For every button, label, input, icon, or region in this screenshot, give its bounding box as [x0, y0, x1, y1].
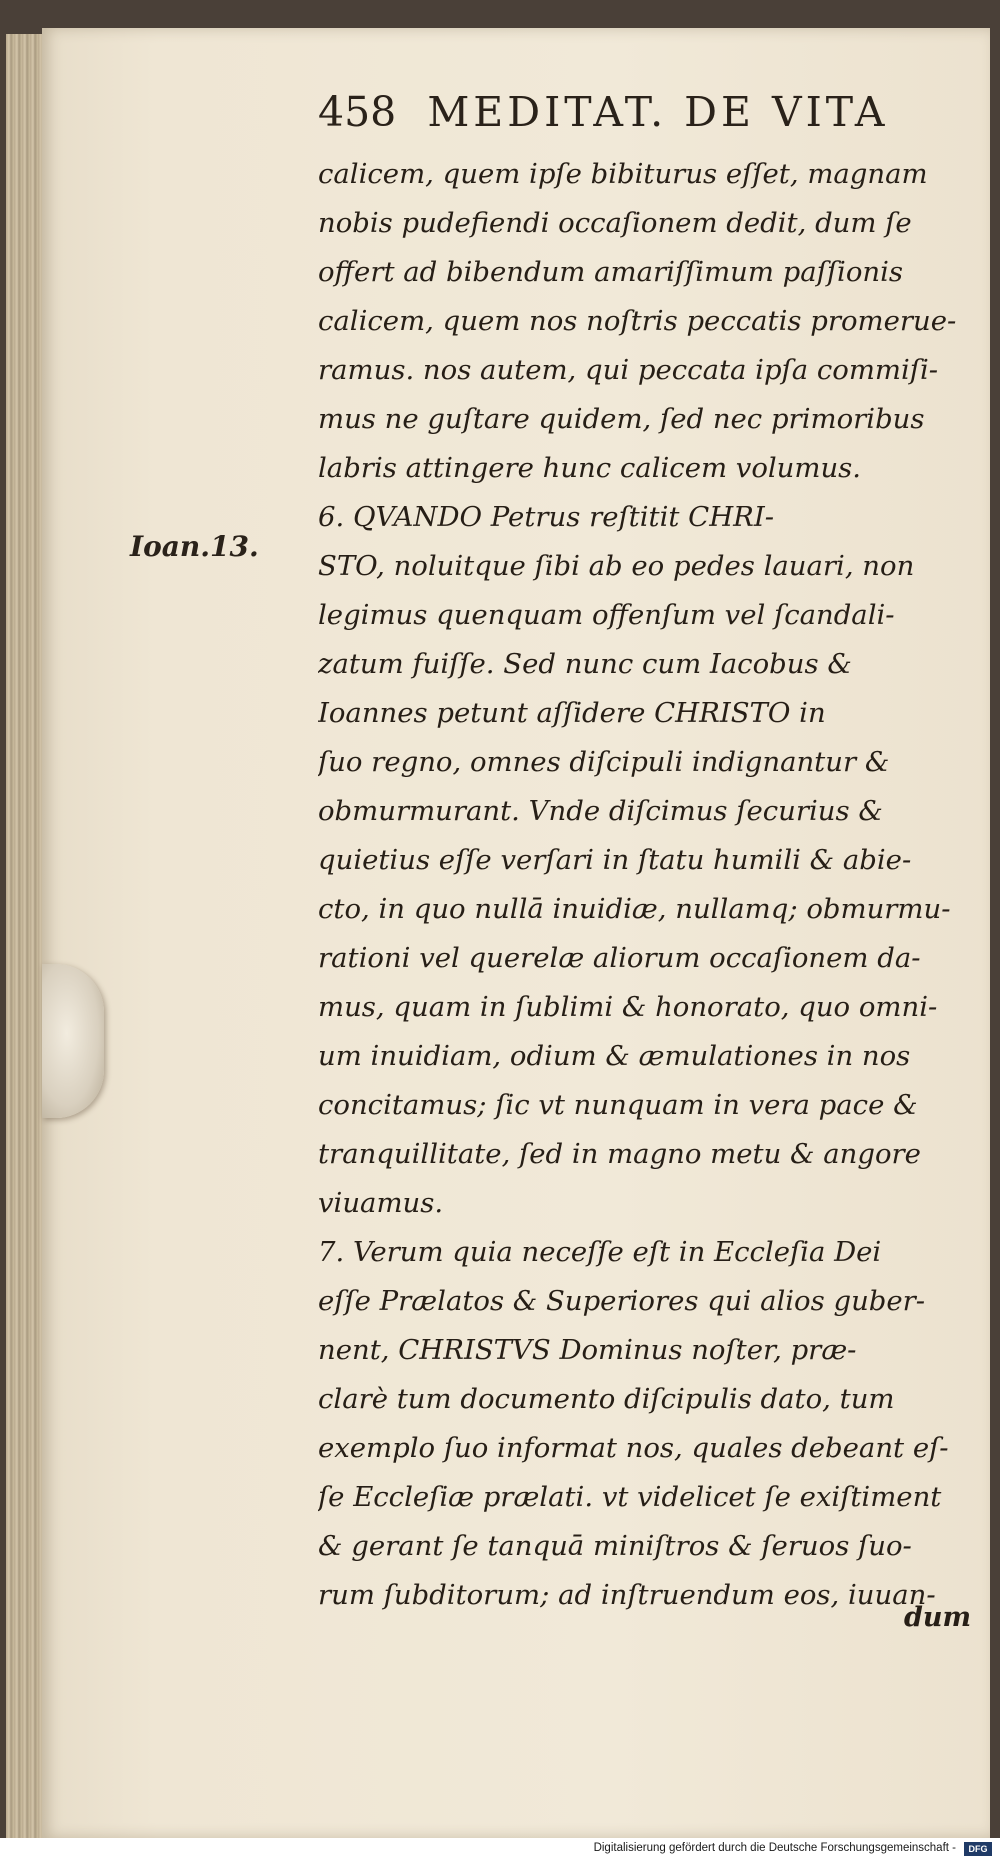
text-line: & gerant ſe tanquā miniſtros & ſeruos ſuo-	[318, 1530, 912, 1562]
text-line: mus ne guſtare quidem, ſed nec primoribus	[318, 403, 925, 435]
dfg-logo: DFG	[964, 1842, 992, 1856]
text-line: tranquillitate, ſed in magno metu & angore	[318, 1138, 921, 1170]
text-line: cto, in quo nullā inuidiæ, nullamq; obmurmu-	[318, 893, 951, 925]
text-line: 6. QVANDO Petrus reſtitit CHRI-	[318, 501, 775, 533]
text-line: clarè tum documento diſcipulis dato, tum	[318, 1383, 895, 1415]
text-line: exemplo ſuo informat nos, quales debeant eſ-	[318, 1432, 949, 1464]
text-line: calicem, quem ipſe bibiturus eſſet, magnam	[318, 158, 928, 190]
book-fore-edge	[6, 34, 44, 1838]
text-block	[318, 150, 968, 1620]
text-line: 7. Verum quia neceſſe eſt in Eccleſia Dei	[318, 1236, 882, 1268]
text-line: ſe Eccleſiæ prælati. vt videlicet ſe exiſtiment	[318, 1481, 942, 1513]
catchword: dum	[904, 1602, 972, 1633]
text-line: STO, noluitque ſibi ab eo pedes lauari, non	[318, 550, 915, 582]
text-line: nobis pudefiendi occaſionem dedit, dum ſe	[318, 207, 912, 239]
text-line: Ioannes petunt aſſidere CHRISTO in	[318, 697, 826, 729]
text-line: concitamus; ſic vt nunquam in vera pace &	[318, 1089, 918, 1121]
text-line: legimus quenquam offenſum vel ſcandali-	[318, 599, 895, 631]
text-line: calicem, quem nos noſtris peccatis promerue-	[318, 305, 957, 337]
running-head	[318, 88, 918, 136]
text-line: rationi vel querelæ aliorum occaſionem da-	[318, 942, 921, 974]
running-head-title: MEDITAT. DE VITA	[427, 88, 889, 136]
text-line: mus, quam in ſublimi & honorato, quo omni-	[318, 991, 938, 1023]
text-line: rum ſubditorum; ad inſtruendum eos, iuuan-	[318, 1579, 936, 1611]
footer-credit: Digitalisierung gefördert durch die Deutsche Forschungsgemeinschaft -	[593, 1842, 956, 1854]
text-line: nent, CHRISTVS Dominus noſter, præ-	[318, 1334, 857, 1366]
footer-bar	[0, 1838, 1000, 1862]
book-clasp	[42, 964, 104, 1118]
text-line: ſuo regno, omnes diſcipuli indignantur &	[318, 746, 890, 778]
text-line: viuamus.	[318, 1187, 444, 1219]
text-line: zatum fuiſſe. Sed nunc cum Iacobus &	[318, 648, 852, 680]
text-line: eſſe Prælatos & Superiores qui alios guber-	[318, 1285, 926, 1317]
text-line: quietius eſſe verſari in ſtatu humili & abie-	[318, 844, 912, 876]
text-line: ramus. nos autem, qui peccata ipſa commiſi-	[318, 354, 939, 386]
text-line: labris attingere hunc calicem volumus.	[318, 452, 862, 484]
margin-note: Ioan.13.	[130, 530, 259, 563]
text-line: obmurmurant. Vnde diſcimus ſecurius &	[318, 795, 883, 827]
text-line: um inuidiam, odium & æmulationes in nos	[318, 1040, 911, 1072]
page-number: 458	[318, 88, 397, 136]
text-line: offert ad bibendum amariſſimum paſſionis	[318, 256, 904, 288]
